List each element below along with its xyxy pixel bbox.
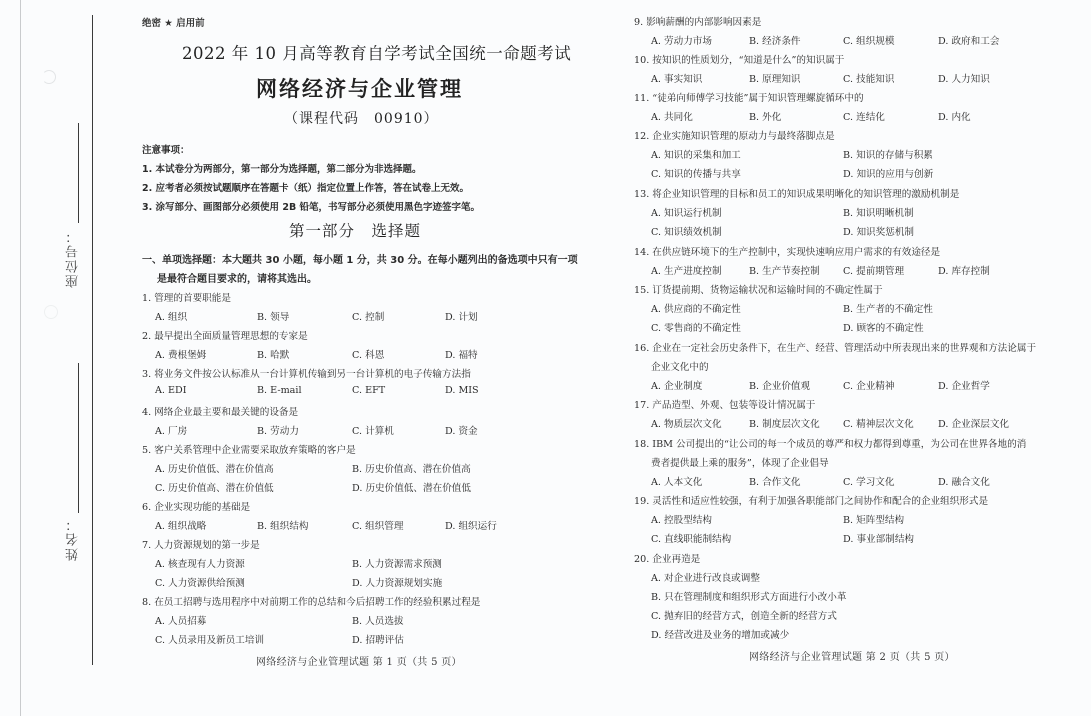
option-b[interactable]: B. 领导 [257, 312, 290, 323]
name-fill-line[interactable] [78, 363, 79, 513]
option-c[interactable]: C. 控制 [352, 312, 385, 323]
question-stem: 16. 企业在一定社会历史条件下，在生产、经营、管理活动中所表现出来的世界观和方法论属于 [634, 343, 1037, 354]
option-d[interactable]: D. 顾客的不确定性 [843, 323, 924, 334]
option-c[interactable]: C. 企业精神 [843, 381, 895, 392]
question-stem: 7. 人力资源规划的第一步是 [142, 540, 260, 551]
option-a[interactable]: A. 劳动力市场 [651, 36, 712, 47]
option-a[interactable]: A. 厂房 [155, 426, 188, 437]
option-d[interactable]: D. 组织运行 [445, 521, 497, 532]
question-stem: 12. 企业实施知识管理的原动力与最终落脚点是 [634, 131, 835, 142]
option-c[interactable]: C. EFT [352, 385, 386, 396]
option-a[interactable]: A. 物质层次文化 [651, 419, 722, 430]
punch-hole-mark [44, 305, 58, 319]
option-b[interactable]: B. 外化 [749, 112, 782, 123]
notice-item: 3. 涂写部分、画图部分必须使用 2B 铅笔，书写部分必须使用黑色字迹签字笔。 [142, 202, 480, 213]
option-c[interactable]: C. 连结化 [843, 112, 885, 123]
option-d[interactable]: D. 库存控制 [938, 266, 990, 277]
question-stem-cont: 企业文化中的 [651, 362, 709, 373]
question-stem: 6. 企业实现功能的基础是 [142, 502, 251, 513]
option-d[interactable]: D. 政府和工会 [938, 36, 1000, 47]
question-stem: 4. 网络企业最主要和最关键的设备是 [142, 407, 299, 418]
margin-outer-line [20, 0, 21, 716]
option-d[interactable]: D. 人力知识 [938, 74, 990, 85]
option-a[interactable]: A. 组织战略 [155, 521, 207, 532]
option-a[interactable]: A. 知识运行机制 [651, 208, 722, 219]
name-label: 姓名： [66, 516, 81, 561]
option-c[interactable]: C. 学习文化 [843, 477, 895, 488]
binding-line [92, 15, 93, 665]
option-b[interactable]: B. 知识的存储与积累 [843, 150, 933, 161]
notice-item: 2. 应考者必须按试题顺序在答题卡（纸）指定位置上作答，答在试卷上无效。 [142, 183, 470, 194]
option-d[interactable]: D. 招聘评估 [352, 635, 404, 646]
option-a[interactable]: A. 供应商的不确定性 [651, 304, 741, 315]
question-stem: 5. 客户关系管理中企业需要采取放弃策略的客户是 [142, 445, 356, 456]
section-instruction: 一、单项选择题：本大题共 30 小题，每小题 1 分，共 30 分。在每小题列出的备选项中只有一项 [142, 255, 578, 266]
option-b[interactable]: B. 经济条件 [749, 36, 801, 47]
option-b[interactable]: B. 历史价值高、潜在价值高 [352, 464, 471, 475]
option-c[interactable]: C. 科恩 [352, 350, 385, 361]
option-c[interactable]: C. 知识的传播与共享 [651, 169, 741, 180]
option-c[interactable]: C. 组织规模 [843, 36, 895, 47]
page-footer: 网络经济与企业管理试题 第 2 页（共 5 页） [749, 652, 955, 663]
question-stem: 3. 将业务文件按公认标准从一台计算机传输到另一台计算机的电子传输方法指 [142, 369, 471, 380]
option-a[interactable]: A. 知识的采集和加工 [651, 150, 741, 161]
option-a[interactable]: A. 费根堡姆 [155, 350, 207, 361]
course-title: 网络经济与企业管理 [256, 76, 463, 101]
option-a[interactable]: A. 核查现有人力资源 [155, 559, 245, 570]
notice-item: 1. 本试卷分为两部分，第一部分为选择题，第二部分为非选择题。 [142, 164, 422, 175]
course-code: （课程代码 00910） [284, 111, 439, 127]
question-stem: 11. “徒弟向师傅学习技能”属于知识管理螺旋循环中的 [634, 93, 864, 104]
question-stem: 15. 订货提前期、货物运输状况和运输时间的不确定性属于 [634, 285, 883, 296]
option-b[interactable]: B. E-mail [257, 385, 302, 396]
option-b[interactable]: B. 生产节奏控制 [749, 266, 820, 277]
option-c[interactable]: C. 历史价值高、潜在价值低 [155, 483, 274, 494]
option-b[interactable]: B. 人员选拔 [352, 616, 404, 627]
exam-title: 2022 年 10 月高等教育自学考试全国统一命题考试 [182, 44, 572, 63]
question-stem: 1. 管理的首要职能是 [142, 293, 231, 304]
option-d[interactable]: D. 内化 [938, 112, 971, 123]
option-b[interactable]: B. 知识明晰机制 [843, 208, 914, 219]
option-b[interactable]: B. 劳动力 [257, 426, 299, 437]
option-a[interactable]: A. 人员招募 [155, 616, 207, 627]
option-b[interactable]: B. 哈默 [257, 350, 290, 361]
option-c[interactable]: C. 人员录用及新员工培训 [155, 635, 265, 646]
notice-heading: 注意事项： [142, 145, 190, 156]
question-stem: 14. 在供应链环境下的生产控制中，实现快速响应用户需求的有效途径是 [634, 247, 941, 258]
option-d[interactable]: D. 知识奖惩机制 [843, 227, 915, 238]
option-c[interactable]: C. 精神层次文化 [843, 419, 914, 430]
option-a[interactable]: A. 企业制度 [651, 381, 703, 392]
option-d[interactable]: D. 资金 [445, 426, 478, 437]
page-footer: 网络经济与企业管理试题 第 1 页（共 5 页） [256, 657, 462, 668]
question-stem: 2. 最早提出全面质量管理思想的专家是 [142, 331, 308, 342]
question-stem: 10. 按知识的性质划分，“知道是什么”的知识属于 [634, 55, 845, 66]
option-c[interactable]: C. 直线职能制结构 [651, 534, 732, 545]
option-a[interactable]: A. 历史价值低、潜在价值高 [155, 464, 274, 475]
confidential-mark: 绝密 ★ 启用前 [142, 18, 205, 29]
option-c[interactable]: C. 技能知识 [843, 74, 895, 85]
option-d[interactable]: D. 事业部制结构 [843, 534, 915, 545]
question-stem: 20. 企业再造是 [634, 554, 701, 565]
option-a[interactable]: A. 控股型结构 [651, 515, 712, 526]
option-b[interactable]: B. 合作文化 [749, 477, 801, 488]
option-a[interactable]: A. 生产进度控制 [651, 266, 722, 277]
section-instruction-cont: 是最符合题目要求的，请将其选出。 [157, 274, 317, 285]
option-c[interactable]: C. 零售商的不确定性 [651, 323, 741, 334]
seat-number-label: 座位号： [66, 228, 81, 288]
option-b[interactable]: B. 制度层次文化 [749, 419, 820, 430]
option-c[interactable]: C. 知识绩效机制 [651, 227, 722, 238]
option-d[interactable]: D. 人力资源规划实施 [352, 578, 443, 589]
option-d[interactable]: D. 知识的应用与创新 [843, 169, 934, 180]
option-d[interactable]: D. 福特 [445, 350, 478, 361]
option-b[interactable]: B. 人力资源需求预测 [352, 559, 442, 570]
option-d[interactable]: D. 计划 [445, 312, 478, 323]
option-c[interactable]: C. 组织管理 [352, 521, 404, 532]
question-stem: 19. 灵活性和适应性较强，有利于加强各职能部门之间协作和配合的企业组织形式是 [634, 496, 989, 507]
option-a[interactable]: A. 对企业进行改良或调整 [651, 573, 760, 584]
question-stem: 8. 在员工招聘与选用程序中对前期工作的总结和今后招聘工作的经验积累过程是 [142, 597, 481, 608]
option-a[interactable]: A. EDI [155, 385, 187, 396]
question-stem: 9. 影响薪酬的内部影响因素是 [634, 17, 762, 28]
option-c[interactable]: C. 人力资源供给预测 [155, 578, 245, 589]
question-stem: 17. 产品造型、外观、包装等设计情况属于 [634, 400, 816, 411]
option-d[interactable]: D. 企业深层文化 [938, 419, 1010, 430]
option-c[interactable]: C. 提前期管理 [843, 266, 905, 277]
option-a[interactable]: A. 人本文化 [651, 477, 703, 488]
question-stem: 13. 将企业知识管理的目标和员工的知识成果明晰化的知识管理的激励机制是 [634, 189, 960, 200]
punch-hole-mark [42, 70, 56, 84]
option-a[interactable]: A. 事实知识 [651, 74, 703, 85]
part-title: 第一部分 选择题 [289, 222, 422, 240]
option-b[interactable]: B. 原理知识 [749, 74, 801, 85]
option-b[interactable]: B. 矩阵型结构 [843, 515, 905, 526]
option-a[interactable]: A. 共同化 [651, 112, 693, 123]
option-c[interactable]: C. 计算机 [352, 426, 394, 437]
option-d[interactable]: D. 经营改进及业务的增加或减少 [651, 630, 790, 641]
option-c[interactable]: C. 抛弃旧的经营方式，创造全新的经营方式 [651, 611, 837, 622]
option-a[interactable]: A. 组织 [155, 312, 188, 323]
option-b[interactable]: B. 组织结构 [257, 521, 309, 532]
option-b[interactable]: B. 生产者的不确定性 [843, 304, 933, 315]
seat-number-fill-line[interactable] [78, 123, 79, 223]
question-stem: 18. IBM 公司提出的“让公司的每一个成员的尊严和权力都得到尊重，为公司在世界各地的消 [634, 439, 1027, 450]
option-d[interactable]: D. 融合文化 [938, 477, 990, 488]
option-b[interactable]: B. 只在管理制度和组织形式方面进行小改小革 [651, 592, 847, 603]
option-d[interactable]: D. 企业哲学 [938, 381, 990, 392]
option-d[interactable]: D. 历史价值低、潜在价值低 [352, 483, 471, 494]
option-b[interactable]: B. 企业价值观 [749, 381, 811, 392]
option-d[interactable]: D. MIS [445, 385, 479, 396]
question-stem-cont: 费者提供最上乘的服务”，体现了企业倡导 [651, 458, 829, 469]
